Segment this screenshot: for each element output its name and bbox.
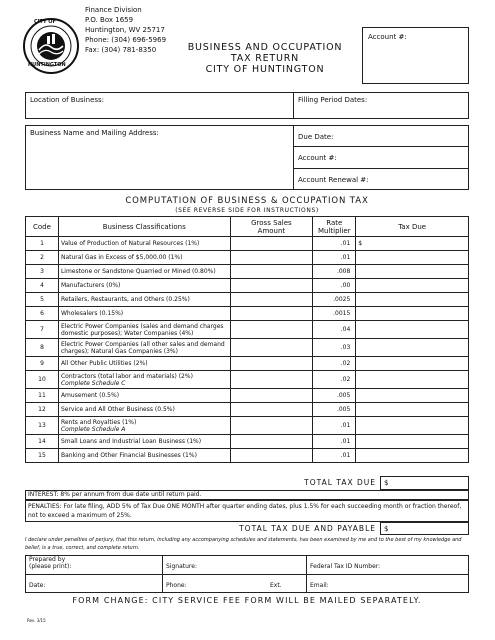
- row-classification: Limestone or Sandstone Quarried or Mined (0.80%): [58, 265, 230, 279]
- declaration-text: I declare under penalties of perjury, that this return, including any accompanying schedules and statements, has been examined by me and to the best of my knowledge and belief, is a true, correct, and complete return.: [25, 537, 462, 551]
- table-row: [26, 307, 469, 321]
- gross-sales-input[interactable]: [230, 417, 313, 435]
- tax-due-input[interactable]: [356, 389, 469, 403]
- gross-sales-input[interactable]: [230, 237, 313, 251]
- email-field[interactable]: Email:: [310, 582, 329, 589]
- gross-sales-input[interactable]: [230, 279, 313, 293]
- row-code: 2: [26, 251, 59, 265]
- account-renewal-label: Account Renewal #:: [298, 176, 369, 184]
- office-line: Phone: (304) 696-5969: [85, 36, 167, 44]
- signature-divider-v2: [306, 555, 307, 593]
- row-classification: Rents and Royalties (1%) Complete Schedule A: [58, 417, 230, 435]
- table-row: [26, 389, 469, 403]
- filing-period-field[interactable]: [293, 92, 469, 119]
- account-field[interactable]: [293, 146, 469, 169]
- col-gross-header: Gross Sales Amount: [230, 217, 313, 237]
- interest-note: INTEREST: 8% per annum from due date until return paid.: [25, 490, 469, 500]
- signature-divider: [25, 574, 469, 575]
- table-row: [26, 357, 469, 371]
- form-title-line: CITY OF HUNTINGTON: [205, 64, 325, 75]
- office-line: Fax: (304) 781-8350: [85, 46, 157, 54]
- gross-sales-input[interactable]: [230, 321, 313, 339]
- row-code: 11: [26, 389, 59, 403]
- table-row: [26, 321, 469, 339]
- row-classification: Electric Power Companies (all other sales and demand charges); Natural Gas Companies (3%): [58, 339, 230, 357]
- row-classification: Contractors (total labor and materials) (2%) Complete Schedule C: [58, 371, 230, 389]
- please-print-label: (please print):: [29, 562, 72, 570]
- account-box[interactable]: [362, 27, 469, 84]
- gross-sales-input[interactable]: [230, 357, 313, 371]
- col-tax-due-header: Tax Due: [356, 217, 469, 237]
- account-box-label: Account #:: [368, 33, 407, 41]
- table-row: [26, 265, 469, 279]
- row-rate: .0025: [313, 293, 356, 307]
- gross-sales-input[interactable]: [230, 293, 313, 307]
- table-row: [26, 449, 469, 463]
- col-classifications-header: Business Classifications: [58, 217, 230, 237]
- row-classification: All Other Public Utilities (2%): [58, 357, 230, 371]
- table-row: [26, 251, 469, 265]
- due-date-label: Due Date:: [298, 133, 334, 141]
- gross-sales-input[interactable]: [230, 307, 313, 321]
- row-classification: Small Loans and Industrial Loan Business (1%): [58, 435, 230, 449]
- row-code: 4: [26, 279, 59, 293]
- seal-text-bottom: HUNTINGTON: [28, 62, 66, 68]
- row-rate: .005: [313, 403, 356, 417]
- gross-sales-input[interactable]: [230, 449, 313, 463]
- row-code: 12: [26, 403, 59, 417]
- table-row: [26, 403, 469, 417]
- federal-tax-id-field[interactable]: Federal Tax ID Number:: [310, 563, 381, 570]
- tax-due-input[interactable]: $: [356, 237, 469, 251]
- row-classification: Service and All Other Business (0.5%): [58, 403, 230, 417]
- row-classification: Natural Gas in Excess of $5,000.00 (1%): [58, 251, 230, 265]
- account-label: Account #:: [298, 154, 337, 162]
- filing-period-label: Filling Period Dates:: [298, 96, 368, 104]
- office-address: [85, 5, 166, 55]
- business-name-label: Business Name and Mailing Address:: [30, 129, 159, 137]
- signature-field[interactable]: Signature:: [166, 563, 197, 570]
- row-classification: Wholesalers (0.15%): [58, 307, 230, 321]
- gross-sales-input[interactable]: [230, 251, 313, 265]
- row-classification: Retailers, Restaurants, and Others (0.25%): [58, 293, 230, 307]
- tax-due-input[interactable]: [356, 357, 469, 371]
- due-date-field[interactable]: [293, 125, 469, 147]
- row-classification: Banking and Other Financial Businesses (1%): [58, 449, 230, 463]
- row-rate: .008: [313, 265, 356, 279]
- row-code: 10: [26, 371, 59, 389]
- penalties-note: PENALTIES: For late filing, ADD 5% of Tax Due ONE MONTH after quarter ending dates, plus 1.5% for each succeeding month or fraction thereof, not to exceed a maximum of 25%.: [25, 500, 469, 522]
- table-row: [26, 435, 469, 449]
- table-row: [26, 237, 469, 251]
- total-payable-field[interactable]: $: [380, 522, 469, 535]
- tax-due-input[interactable]: [356, 371, 469, 389]
- form-title-line: TAX RETURN: [230, 53, 300, 64]
- gross-sales-input[interactable]: [230, 403, 313, 417]
- revision-label: Rev. 3/15: [27, 618, 46, 623]
- computation-subtitle: (SEE REVERSE SIDE FOR INSTRUCTIONS): [175, 207, 319, 214]
- table-row: [26, 339, 469, 357]
- location-field[interactable]: [25, 92, 294, 119]
- tax-due-input[interactable]: [356, 417, 469, 435]
- gross-sales-input[interactable]: [230, 371, 313, 389]
- prepared-by-label: Prepared by: [29, 556, 66, 563]
- tax-due-input[interactable]: [356, 339, 469, 357]
- office-line: Huntington, WV 25717: [85, 26, 165, 34]
- tax-due-input[interactable]: [356, 403, 469, 417]
- row-code: 5: [26, 293, 59, 307]
- row-code: 15: [26, 449, 59, 463]
- row-rate: .00: [313, 279, 356, 293]
- row-rate: .01: [313, 417, 356, 435]
- row-rate: .03: [313, 339, 356, 357]
- row-code: 6: [26, 307, 59, 321]
- tax-due-input[interactable]: [356, 435, 469, 449]
- row-rate: .01: [313, 251, 356, 265]
- row-rate: .0015: [313, 307, 356, 321]
- total-tax-due-field[interactable]: $: [380, 476, 469, 490]
- tax-table: [25, 216, 469, 463]
- location-label: Location of Business:: [30, 96, 105, 104]
- tax-due-input[interactable]: [356, 265, 469, 279]
- form-change-notice: FORM CHANGE: CITY SERVICE FEE FORM WILL BE MAILED SEPARATELY.: [72, 596, 422, 605]
- office-line: Finance Division: [85, 6, 142, 14]
- row-rate: .01: [313, 449, 356, 463]
- table-row: [26, 417, 469, 435]
- row-code: 3: [26, 265, 59, 279]
- prepared-by-field[interactable]: [29, 557, 71, 571]
- gross-sales-input[interactable]: [230, 435, 313, 449]
- row-classification: Amusement (0.5%): [58, 389, 230, 403]
- row-code: 14: [26, 435, 59, 449]
- ext-field[interactable]: Ext.: [270, 582, 282, 589]
- tax-due-input[interactable]: [356, 449, 469, 463]
- account-renewal-field[interactable]: [293, 168, 469, 190]
- row-code: 9: [26, 357, 59, 371]
- tax-due-input[interactable]: [356, 321, 469, 339]
- col-code-header: Code: [26, 217, 59, 237]
- row-rate: .01: [313, 435, 356, 449]
- tax-due-input[interactable]: [356, 293, 469, 307]
- table-row: [26, 293, 469, 307]
- business-name-field[interactable]: [25, 125, 294, 190]
- table-row: [26, 279, 469, 293]
- total-tax-due-label: TOTAL TAX DUE: [304, 478, 376, 487]
- row-rate: .04: [313, 321, 356, 339]
- date-field[interactable]: Date:: [29, 582, 46, 589]
- row-classification: Electric Power Companies (sales and demand charges domestic purposes); Water Companies (4%): [58, 321, 230, 339]
- signature-divider-v1: [162, 555, 163, 593]
- gross-sales-input[interactable]: [230, 265, 313, 279]
- table-row: [26, 371, 469, 389]
- gross-sales-input[interactable]: [230, 339, 313, 357]
- form-title: [170, 42, 360, 75]
- total-payable-label: TOTAL TAX DUE AND PAYABLE: [239, 524, 376, 533]
- tax-table-header: [26, 217, 469, 237]
- phone-field[interactable]: Phone:: [166, 582, 187, 589]
- row-classification: Value of Production of Natural Resources (1%): [58, 237, 230, 251]
- seal-text-top: CITY OF: [34, 19, 56, 25]
- tax-due-input[interactable]: [356, 307, 469, 321]
- row-rate: .02: [313, 371, 356, 389]
- col-rate-header: Rate Multiplier: [313, 217, 356, 237]
- tax-due-input[interactable]: [356, 251, 469, 265]
- row-code: 8: [26, 339, 59, 357]
- row-rate: .005: [313, 389, 356, 403]
- computation-title: COMPUTATION OF BUSINESS & OCCUPATION TAX: [125, 196, 369, 206]
- row-rate: .01: [313, 237, 356, 251]
- office-line: P.O. Box 1659: [85, 16, 134, 24]
- row-code: 1: [26, 237, 59, 251]
- row-classification: Manufacturers (0%): [58, 279, 230, 293]
- row-code: 13: [26, 417, 59, 435]
- row-code: 7: [26, 321, 59, 339]
- form-title-line: BUSINESS AND OCCUPATION: [187, 42, 343, 53]
- row-rate: .02: [313, 357, 356, 371]
- tax-due-input[interactable]: [356, 279, 469, 293]
- gross-sales-input[interactable]: [230, 389, 313, 403]
